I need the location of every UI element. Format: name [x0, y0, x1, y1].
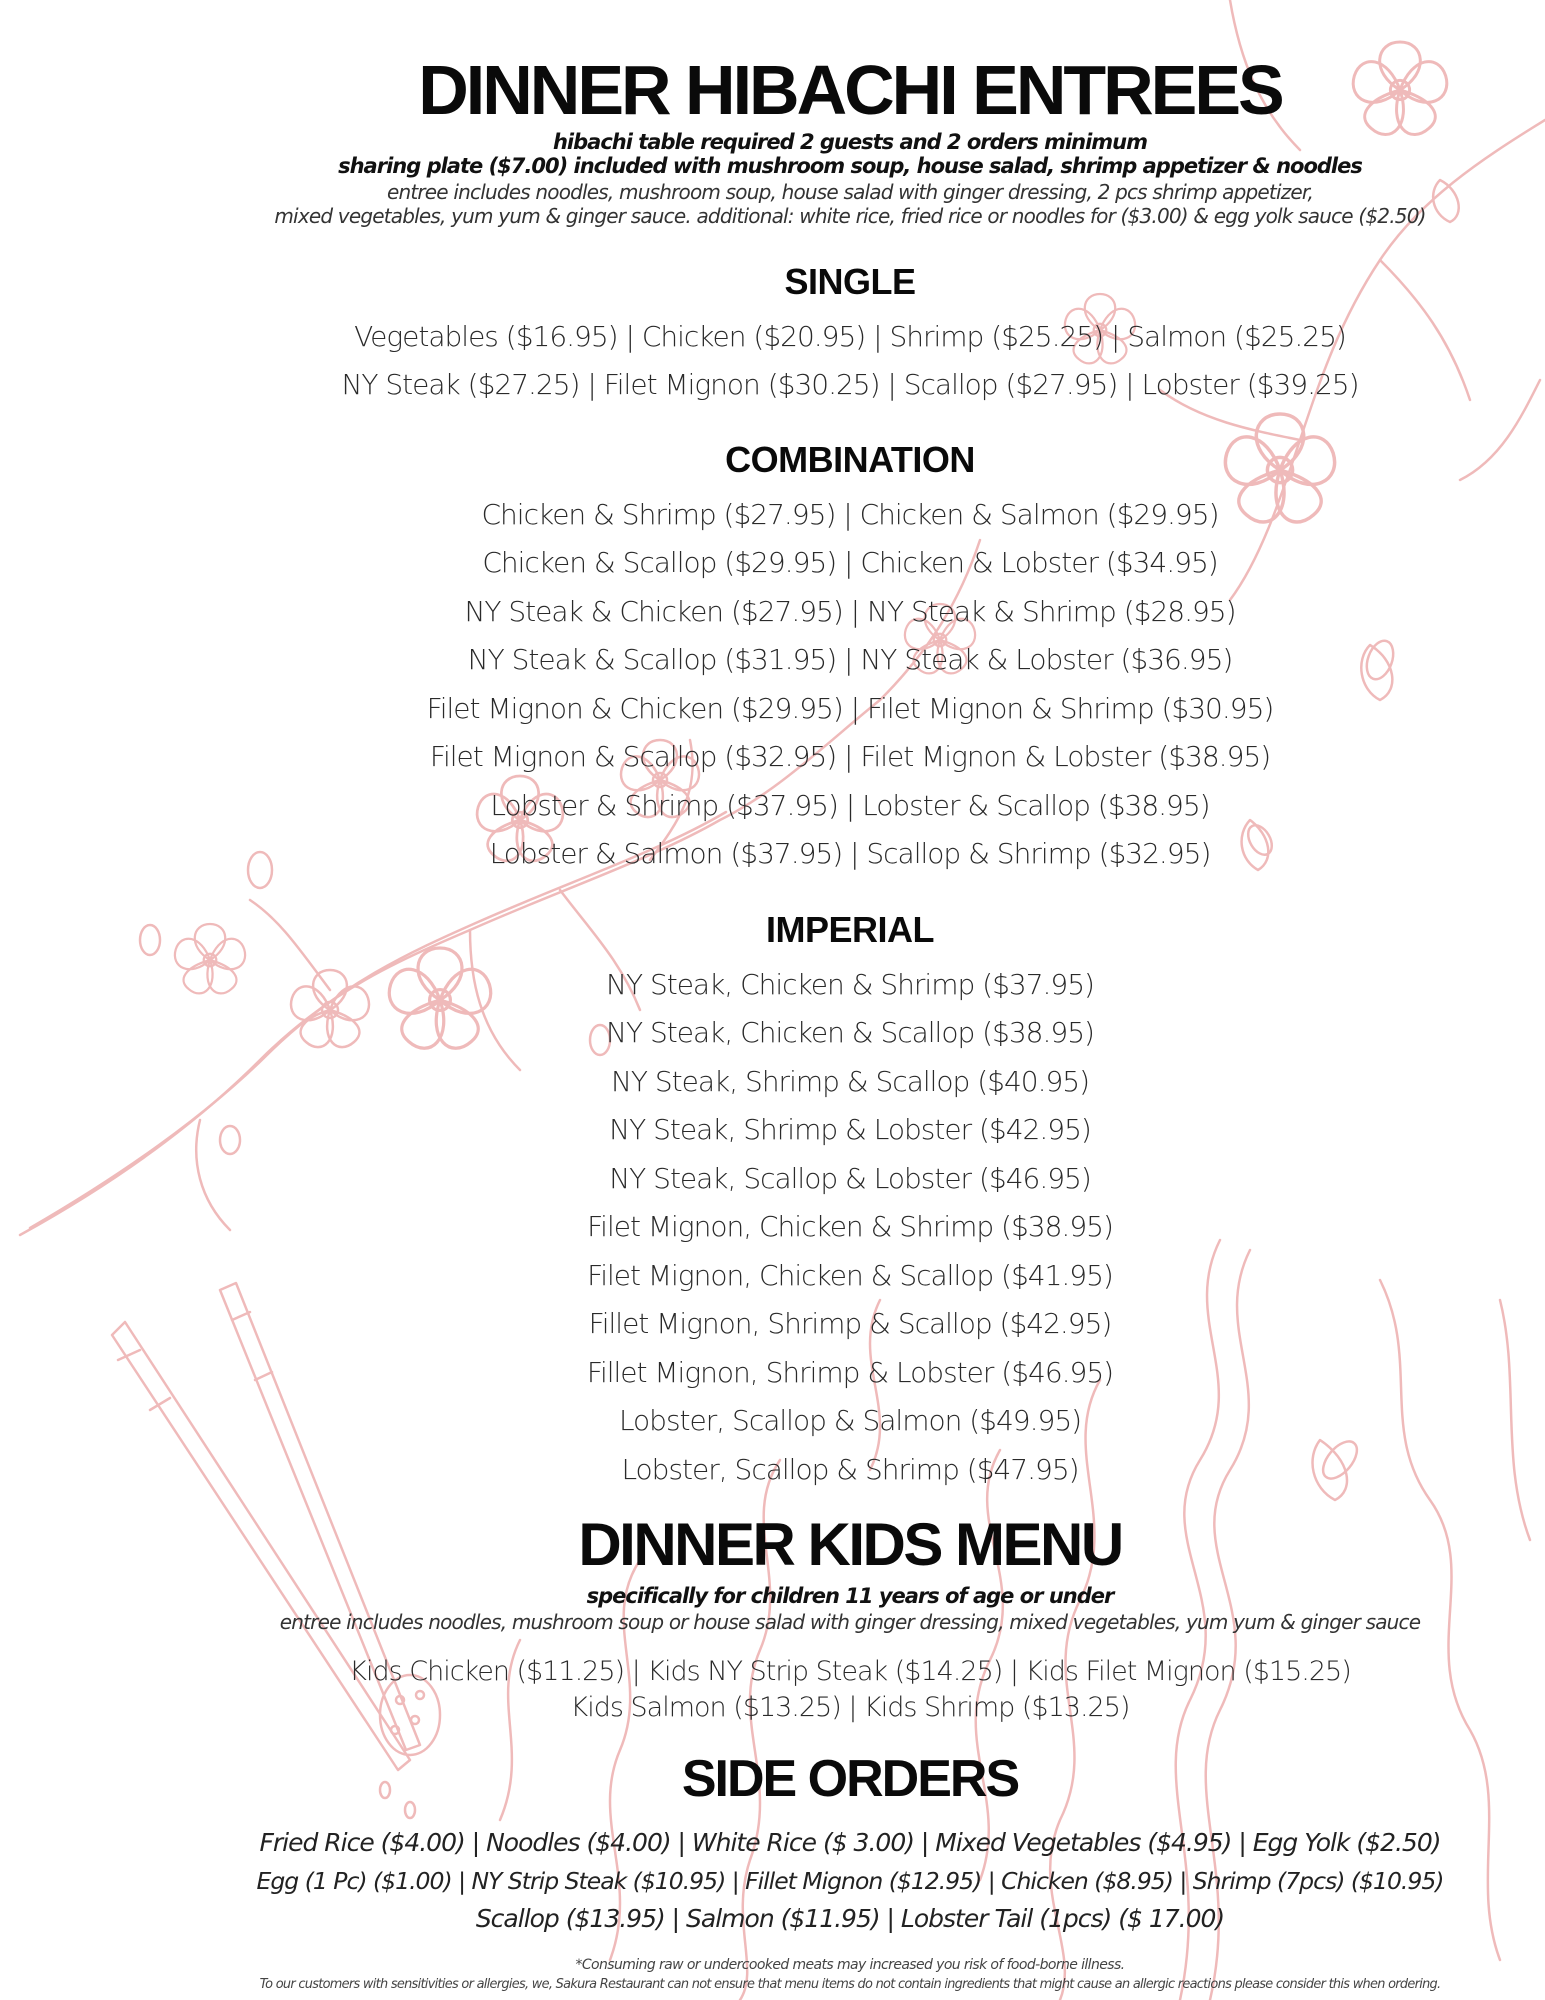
- combination-line-5: Filet Mignon & Chicken ($29.95) | Filet Mignon & Shrimp ($30.95): [426, 692, 1274, 725]
- imperial-line-1: NY Steak, Chicken & Shrimp ($37.95): [606, 968, 1094, 1001]
- imperial-line-8: Fillet Mignon, Shrimp & Scallop ($42.95): [588, 1307, 1112, 1340]
- section-heading-combination: COMBINATION: [725, 439, 975, 480]
- kids-note-includes: entree includes noodles, mushroom soup or house salad with ginger dressing, mixed vegetables, yum yum & ginger sauce: [279, 1610, 1421, 1634]
- sides-line-3: Scallop ($13.95) | Salmon ($11.95) | Lobster Tail (1pcs) ($ 17.00): [475, 1904, 1225, 1933]
- imperial-line-5: NY Steak, Scallop & Lobster ($46.95): [609, 1162, 1091, 1195]
- combination-line-2: Chicken & Scallop ($29.95) | Chicken & Lobster ($34.95): [482, 546, 1218, 579]
- imperial-line-7: Filet Mignon, Chicken & Scallop ($41.95): [587, 1259, 1113, 1292]
- single-line-1: Vegetables ($16.95) | Chicken ($20.95) | Shrimp ($25.25) | Salmon ($25.25): [354, 320, 1346, 353]
- combination-line-3: NY Steak & Chicken ($27.95) | NY Steak & Shrimp ($28.95): [464, 595, 1236, 628]
- kids-line-2: Kids Salmon ($13.25) | Kids Shrimp ($13.25): [570, 1692, 1130, 1723]
- imperial-line-10: Lobster, Scallop & Salmon ($49.95): [618, 1404, 1082, 1437]
- imperial-line-11: Lobster, Scallop & Shrimp ($47.95): [621, 1453, 1079, 1486]
- imperial-line-6: Filet Mignon, Chicken & Shrimp ($38.95): [587, 1210, 1113, 1243]
- combination-line-1: Chicken & Shrimp ($27.95) | Chicken & Salmon ($29.95): [481, 498, 1219, 531]
- imperial-line-3: NY Steak, Shrimp & Scallop ($40.95): [610, 1065, 1090, 1098]
- combination-line-6: Filet Mignon & Scallop ($32.95) | Filet Mignon & Lobster ($38.95): [429, 740, 1271, 773]
- section-heading-single: SINGLE: [784, 261, 916, 302]
- combination-line-8: Lobster & Salmon ($37.95) | Scallop & Shrimp ($32.95): [489, 837, 1211, 870]
- sides-line-1: Fried Rice ($4.00) | Noodles ($4.00) | White Rice ($ 3.00) | Mixed Vegetables ($4.95) | Egg Yolk ($2.50): [259, 1828, 1441, 1857]
- footer-raw-meat-warning: *Consuming raw or undercooked meats may increased you risk of food-borne illness.: [575, 1957, 1125, 1973]
- combination-line-4: NY Steak & Scallop ($31.95) | NY Steak & Lobster ($36.95): [467, 643, 1233, 676]
- single-line-2: NY Steak ($27.25) | Filet Mignon ($30.25) | Scallop ($27.95) | Lobster ($39.25): [341, 368, 1359, 401]
- section-heading-imperial: IMPERIAL: [765, 909, 934, 950]
- imperial-line-9: Fillet Mignon, Shrimp & Lobster ($46.95): [586, 1356, 1114, 1389]
- imperial-line-4: NY Steak, Shrimp & Lobster ($42.95): [609, 1113, 1091, 1146]
- hibachi-note-additional: mixed vegetables, yum yum & ginger sauce. additional: white rice, fried rice or noodles for ($3.00) & egg yolk sauce ($2.50): [274, 204, 1426, 228]
- hibachi-note-includes: entree includes noodles, mushroom soup, house salad with ginger dressing, 2 pcs shrimp appetizer,: [386, 180, 1314, 204]
- combination-line-7: Lobster & Shrimp ($37.95) | Lobster & Scallop ($38.95): [490, 789, 1210, 822]
- kids-line-1: Kids Chicken ($11.25) | Kids NY Strip Steak ($14.25) | Kids Filet Mignon ($15.25): [349, 1656, 1351, 1687]
- page-title: DINNER HIBACHI ENTREES: [418, 51, 1282, 129]
- kids-menu-title: DINNER KIDS MENU: [578, 1511, 1122, 1578]
- hibachi-note-sharing-plate: sharing plate ($7.00) included with mushroom soup, house salad, shrimp appetizer & noodles: [338, 154, 1362, 178]
- imperial-line-2: NY Steak, Chicken & Scallop ($38.95): [606, 1016, 1094, 1049]
- sides-line-2: Egg (1 Pc) ($1.00) | NY Strip Steak ($10.95) | Fillet Mignon ($12.95) | Chicken ($8.95) | Shrimp (7pcs) ($10.95): [256, 1867, 1444, 1895]
- side-orders-title: SIDE ORDERS: [681, 1750, 1019, 1808]
- footer-allergy-notice: To our customers with sensitivities or allergies, we, Sakura Restaurant can not ensure that menu items do not contain ingredients that might cause an allergic reactions please consider this when ordering.: [259, 1977, 1441, 1992]
- hibachi-note-minimum: hibachi table required 2 guests and 2 orders minimum: [552, 130, 1148, 154]
- kids-note-age: specifically for children 11 years of age or under: [586, 1584, 1114, 1608]
